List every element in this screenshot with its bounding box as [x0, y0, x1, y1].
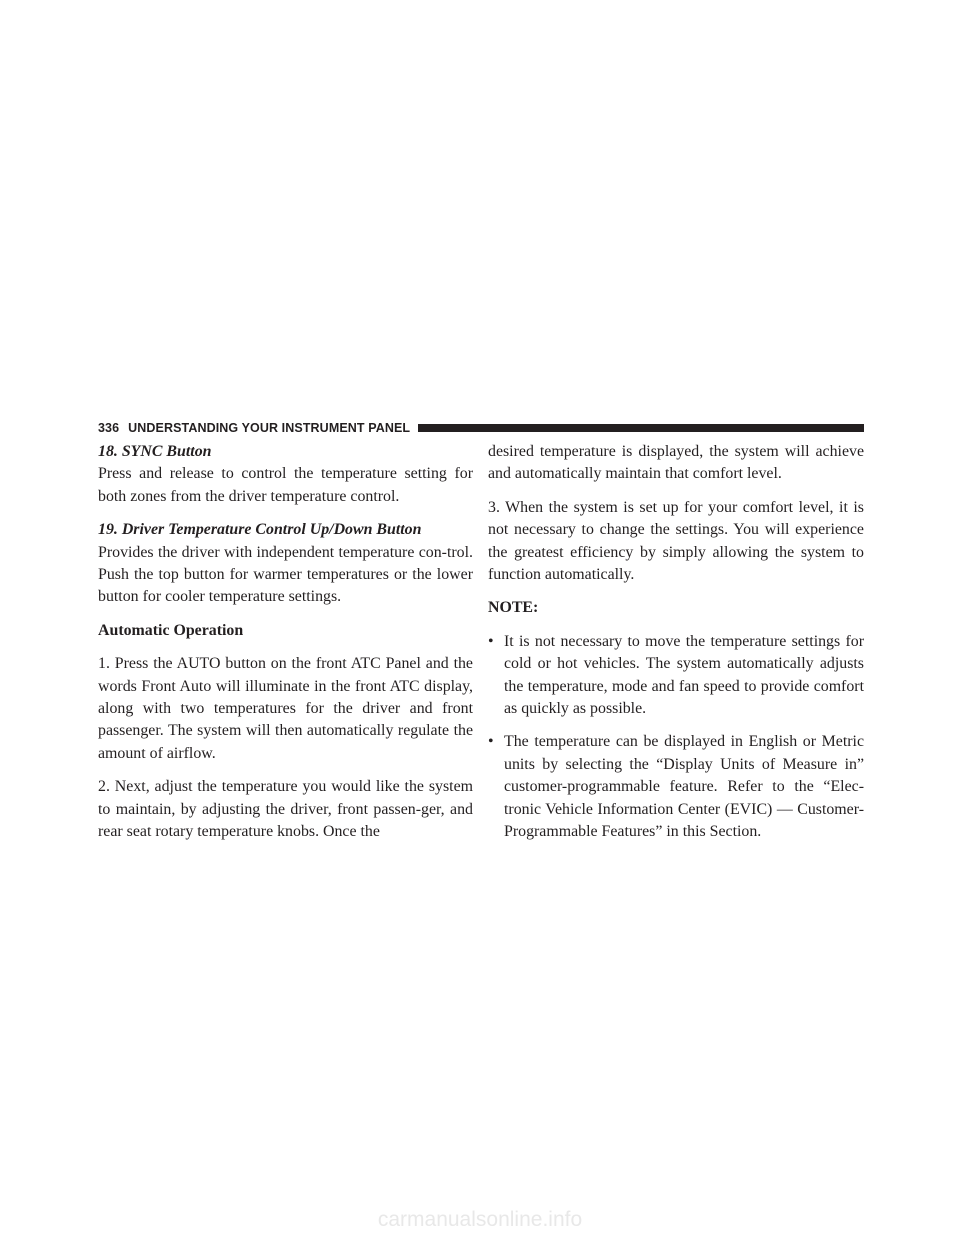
note-list [488, 631, 864, 844]
item-18 [98, 441, 473, 508]
page-header [98, 419, 864, 436]
left-column [98, 441, 473, 844]
section-title: UNDERSTANDING YOUR INSTRUMENT PANEL [128, 420, 411, 435]
step-1: 1. Press the AUTO button on the front ATC Panel and the words Front Auto will illuminate in the front ATC display, along with two temperatures for the driver and front passenger. The system will then automatically regulate the amount of airflow. [98, 655, 473, 762]
automatic-operation-heading: Automatic Operation [98, 621, 244, 639]
note-text: It is not necessary to move the temperature settings for cold or hot vehicles. The system automatically adjusts the temperature, mode and fan speed to provide comfort as quickly as possible. [504, 632, 864, 718]
step-2-start: 2. Next, adjust the temperature you would like the system to maintain, by adjusting the driver, front passen-ger, and rear seat rotary temperature knobs. Once the [98, 778, 473, 841]
bullet-icon: • [488, 733, 494, 751]
step-2-end: desired temperature is displayed, the system will achieve and automatically maintain that comfort level. [488, 443, 864, 483]
footer-watermark: carmanualsonline.info [377, 1208, 583, 1231]
right-column [488, 441, 864, 855]
note-heading: NOTE: [488, 599, 539, 617]
note-item [488, 631, 864, 721]
note-text: The temperature can be displayed in English or Metric units by selecting the “Display Units of Measure in” customer-programmable feature. Refer to the “Elec-tronic Vehicle Information Center (EVIC) — Customer-Programmable Features” in this Section. [504, 733, 864, 841]
page-number: 336 [98, 420, 120, 435]
step-3: 3. When the system is set up for your comfort level, it is not necessary to change the settings. You will experience the greatest efficiency by simply allowing the system to function automatically. [488, 498, 864, 584]
bullet-icon: • [488, 632, 494, 650]
item-18-heading: 18. SYNC Button [98, 443, 212, 460]
item-18-text: Press and release to control the temperature setting for both zones from the driver temperature control. [98, 465, 473, 505]
header-rule [418, 424, 864, 432]
note-item [488, 731, 864, 843]
item-19 [98, 519, 473, 609]
item-19-heading: 19. Driver Temperature Control Up/Down Button [98, 521, 422, 539]
item-19-text: Provides the driver with independent temperature con-trol. Push the top button for warmer temperatures or the lower button for cooler temperature settings. [98, 543, 473, 606]
